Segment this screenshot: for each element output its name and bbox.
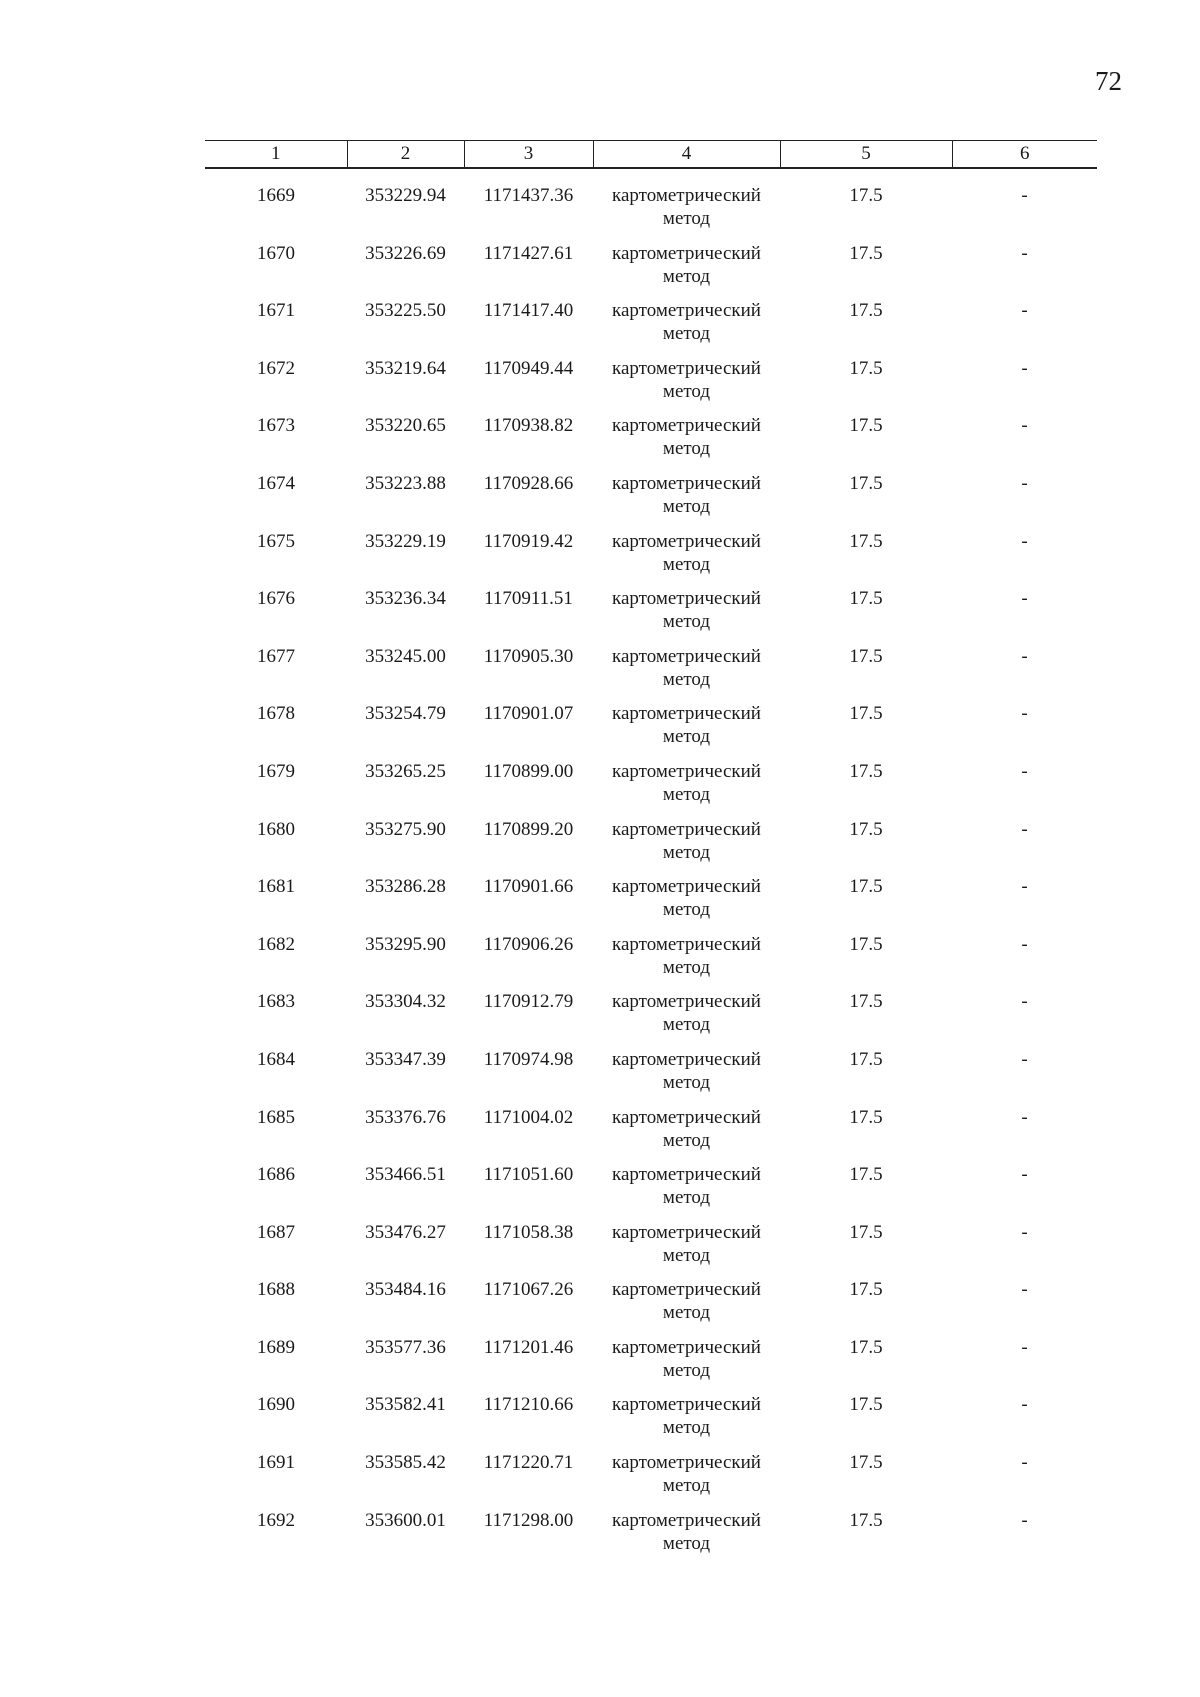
accuracy-cell: 17.5: [849, 415, 883, 437]
accuracy-cell: 17.5: [849, 1336, 883, 1358]
point-number-cell: 1682: [257, 933, 295, 955]
method-cell: [593, 587, 780, 645]
x-coordinate-cell: 353476.27: [365, 1221, 446, 1243]
y-coordinate-cell: 1171220.71: [483, 1452, 574, 1474]
accuracy-cell: 17.5: [849, 703, 883, 725]
coordinates-table: [205, 140, 1097, 1566]
table-row: [205, 472, 1097, 530]
note-cell: -: [1021, 1452, 1028, 1474]
note-cell: -: [1021, 530, 1028, 552]
point-number-cell: 1676: [257, 588, 295, 610]
method-line-2: метод: [662, 323, 711, 345]
method-cell: [593, 357, 780, 415]
method-line-2: метод: [662, 956, 711, 978]
method-line-2: метод: [662, 1302, 711, 1324]
method-line-2: метод: [662, 726, 711, 748]
method-line-1: картометрический: [612, 1279, 761, 1301]
method-line-1: картометрический: [612, 185, 761, 206]
accuracy-cell: 17.5: [849, 1394, 883, 1416]
column-header-2: 2: [347, 141, 464, 169]
table-row: [205, 990, 1097, 1048]
y-coordinate-cell: 1170974.98: [483, 1048, 574, 1070]
note-cell: -: [1021, 1509, 1028, 1531]
y-coordinate-cell: 1171067.26: [483, 1279, 574, 1301]
method-cell: [593, 1278, 780, 1336]
y-coordinate-cell: 1170938.82: [483, 415, 574, 437]
point-number-cell: 1688: [257, 1279, 295, 1301]
method-line-1: картометрический: [612, 1452, 761, 1474]
point-number-cell: 1690: [257, 1394, 295, 1416]
y-coordinate-cell: 1171298.00: [483, 1509, 574, 1531]
y-coordinate-cell: 1170928.66: [483, 472, 574, 494]
note-cell: -: [1021, 1336, 1028, 1358]
table-row: [205, 1221, 1097, 1279]
y-coordinate-cell: 1170901.07: [483, 703, 574, 725]
note-cell: -: [1021, 588, 1028, 610]
method-cell: [593, 472, 780, 530]
point-number-cell: 1687: [257, 1221, 295, 1243]
accuracy-cell: 17.5: [849, 300, 883, 322]
method-cell: [593, 1048, 780, 1106]
x-coordinate-cell: 353229.94: [365, 185, 446, 206]
note-cell: -: [1021, 876, 1028, 898]
note-cell: -: [1021, 1221, 1028, 1243]
y-coordinate-cell: 1170911.51: [484, 588, 573, 610]
table-row: [205, 645, 1097, 703]
method-line-2: метод: [662, 611, 711, 633]
note-cell: -: [1021, 991, 1028, 1013]
table-row: [205, 818, 1097, 876]
x-coordinate-cell: 353265.25: [365, 760, 446, 782]
x-coordinate-cell: 353225.50: [365, 300, 446, 322]
point-number-cell: 1691: [257, 1452, 295, 1474]
table-row: [205, 587, 1097, 645]
x-coordinate-cell: 353245.00: [365, 645, 446, 667]
point-number-cell: 1685: [257, 1106, 295, 1128]
x-coordinate-cell: 353585.42: [365, 1452, 446, 1474]
point-number-cell: 1670: [257, 242, 295, 264]
table-row: [205, 1278, 1097, 1336]
table-row: [205, 1163, 1097, 1221]
point-number-cell: 1669: [257, 185, 295, 206]
note-cell: -: [1021, 1048, 1028, 1070]
method-cell: [593, 1163, 780, 1221]
method-line-1: картометрический: [612, 472, 761, 494]
table-header: [205, 141, 1097, 169]
method-line-2: метод: [662, 783, 711, 805]
method-line-1: картометрический: [612, 242, 761, 264]
table-row: [205, 933, 1097, 991]
y-coordinate-cell: 1171058.38: [483, 1221, 574, 1243]
method-line-1: картометрический: [612, 588, 761, 610]
x-coordinate-cell: 353226.69: [365, 242, 446, 264]
table-row: [205, 1509, 1097, 1567]
note-cell: -: [1021, 357, 1028, 379]
accuracy-cell: 17.5: [849, 472, 883, 494]
accuracy-cell: 17.5: [849, 991, 883, 1013]
note-cell: -: [1021, 1394, 1028, 1416]
note-cell: -: [1021, 1279, 1028, 1301]
y-coordinate-cell: 1170905.30: [483, 645, 574, 667]
method-line-2: метод: [662, 438, 711, 460]
method-cell: [593, 645, 780, 703]
method-cell: [593, 1509, 780, 1567]
x-coordinate-cell: 353582.41: [365, 1394, 446, 1416]
x-coordinate-cell: 353220.65: [365, 415, 446, 437]
point-number-cell: 1689: [257, 1336, 295, 1358]
method-line-2: метод: [662, 841, 711, 863]
point-number-cell: 1683: [257, 991, 295, 1013]
y-coordinate-cell: 1170919.42: [483, 530, 574, 552]
x-coordinate-cell: 353466.51: [365, 1164, 446, 1186]
column-header-4: 4: [593, 141, 780, 169]
method-line-2: метод: [662, 1244, 711, 1266]
method-cell: [593, 530, 780, 588]
method-line-1: картометрический: [612, 1048, 761, 1070]
point-number-cell: 1675: [257, 530, 295, 552]
table-row: [205, 1451, 1097, 1509]
note-cell: -: [1021, 760, 1028, 782]
table-row: [205, 702, 1097, 760]
point-number-cell: 1677: [257, 645, 295, 667]
accuracy-cell: 17.5: [849, 1106, 883, 1128]
column-header-3: 3: [464, 141, 593, 169]
x-coordinate-cell: 353275.90: [365, 818, 446, 840]
method-cell: [593, 990, 780, 1048]
y-coordinate-cell: 1171427.61: [483, 242, 574, 264]
table-body: [205, 168, 1097, 1566]
table-row: [205, 168, 1097, 242]
note-cell: -: [1021, 933, 1028, 955]
method-line-1: картометрический: [612, 1106, 761, 1128]
x-coordinate-cell: 353229.19: [365, 530, 446, 552]
point-number-cell: 1671: [257, 300, 295, 322]
y-coordinate-cell: 1171210.66: [483, 1394, 574, 1416]
accuracy-cell: 17.5: [849, 1164, 883, 1186]
method-line-2: метод: [662, 380, 711, 402]
x-coordinate-cell: 353577.36: [365, 1336, 446, 1358]
accuracy-cell: 17.5: [849, 588, 883, 610]
y-coordinate-cell: 1171417.40: [483, 300, 574, 322]
note-cell: -: [1021, 818, 1028, 840]
y-coordinate-cell: 1170949.44: [483, 357, 574, 379]
accuracy-cell: 17.5: [849, 760, 883, 782]
column-header-6: 6: [952, 141, 1097, 169]
x-coordinate-cell: 353484.16: [365, 1279, 446, 1301]
method-line-1: картометрический: [612, 991, 761, 1013]
accuracy-cell: 17.5: [849, 1221, 883, 1243]
accuracy-cell: 17.5: [849, 645, 883, 667]
method-line-1: картометрический: [612, 818, 761, 840]
method-line-2: метод: [662, 1532, 711, 1554]
method-line-2: метод: [662, 1129, 711, 1151]
note-cell: -: [1021, 415, 1028, 437]
accuracy-cell: 17.5: [849, 185, 883, 206]
method-line-2: метод: [662, 1417, 711, 1439]
note-cell: -: [1021, 242, 1028, 264]
method-line-1: картометрический: [612, 300, 761, 322]
method-line-2: метод: [662, 899, 711, 921]
note-cell: -: [1021, 1164, 1028, 1186]
method-cell: [593, 1106, 780, 1164]
header-row: [205, 141, 1097, 169]
method-cell: [593, 414, 780, 472]
note-cell: -: [1021, 1106, 1028, 1128]
method-cell: [593, 760, 780, 818]
x-coordinate-cell: 353219.64: [365, 357, 446, 379]
method-line-1: картометрический: [612, 703, 761, 725]
method-cell: [593, 1451, 780, 1509]
page-number: 72: [1095, 66, 1122, 96]
method-cell: [593, 242, 780, 300]
accuracy-cell: 17.5: [849, 876, 883, 898]
method-line-1: картометрический: [612, 760, 761, 782]
method-line-2: метод: [662, 668, 711, 690]
method-line-1: картометрический: [612, 530, 761, 552]
method-line-2: метод: [662, 553, 711, 575]
x-coordinate-cell: 353600.01: [365, 1509, 446, 1531]
method-cell: [593, 168, 780, 242]
table-row: [205, 299, 1097, 357]
method-line-2: метод: [662, 1475, 711, 1497]
point-number-cell: 1686: [257, 1164, 295, 1186]
method-line-1: картометрический: [612, 933, 761, 955]
accuracy-cell: 17.5: [849, 357, 883, 379]
method-line-1: картометрический: [612, 415, 761, 437]
y-coordinate-cell: 1170912.79: [483, 991, 574, 1013]
method-line-2: метод: [662, 1359, 711, 1381]
method-line-2: метод: [662, 495, 711, 517]
point-number-cell: 1674: [257, 472, 295, 494]
x-coordinate-cell: 353223.88: [365, 472, 446, 494]
method-line-1: картометрический: [612, 1164, 761, 1186]
point-number-cell: 1681: [257, 876, 295, 898]
x-coordinate-cell: 353236.34: [365, 588, 446, 610]
method-cell: [593, 1221, 780, 1279]
y-coordinate-cell: 1170899.00: [483, 760, 574, 782]
table-row: [205, 242, 1097, 300]
accuracy-cell: 17.5: [849, 530, 883, 552]
y-coordinate-cell: 1170899.20: [483, 818, 574, 840]
accuracy-cell: 17.5: [849, 933, 883, 955]
method-cell: [593, 933, 780, 991]
table-row: [205, 1106, 1097, 1164]
note-cell: -: [1021, 185, 1028, 206]
x-coordinate-cell: 353295.90: [365, 933, 446, 955]
point-number-cell: 1684: [257, 1048, 295, 1070]
point-number-cell: 1678: [257, 703, 295, 725]
x-coordinate-cell: 353254.79: [365, 703, 446, 725]
point-number-cell: 1672: [257, 357, 295, 379]
method-line-1: картометрический: [612, 876, 761, 898]
point-number-cell: 1692: [257, 1509, 295, 1531]
method-cell: [593, 818, 780, 876]
accuracy-cell: 17.5: [849, 1048, 883, 1070]
point-number-cell: 1673: [257, 415, 295, 437]
accuracy-cell: 17.5: [849, 818, 883, 840]
table-row: [205, 530, 1097, 588]
x-coordinate-cell: 353286.28: [365, 876, 446, 898]
table-row: [205, 1393, 1097, 1451]
method-cell: [593, 1393, 780, 1451]
note-cell: -: [1021, 703, 1028, 725]
table-row: [205, 357, 1097, 415]
method-cell: [593, 299, 780, 357]
point-number-cell: 1680: [257, 818, 295, 840]
y-coordinate-cell: 1170906.26: [483, 933, 574, 955]
method-line-2: метод: [662, 208, 711, 229]
table-row: [205, 875, 1097, 933]
method-cell: [593, 1336, 780, 1394]
method-line-2: метод: [662, 265, 711, 287]
method-line-1: картометрический: [612, 357, 761, 379]
y-coordinate-cell: 1171051.60: [483, 1164, 574, 1186]
method-cell: [593, 702, 780, 760]
method-line-1: картометрический: [612, 1221, 761, 1243]
x-coordinate-cell: 353376.76: [365, 1106, 446, 1128]
method-line-1: картометрический: [612, 1336, 761, 1358]
accuracy-cell: 17.5: [849, 1452, 883, 1474]
method-line-1: картометрический: [612, 645, 761, 667]
method-line-2: метод: [662, 1014, 711, 1036]
table-row: [205, 760, 1097, 818]
column-header-1: 1: [205, 141, 347, 169]
note-cell: -: [1021, 645, 1028, 667]
accuracy-cell: 17.5: [849, 1279, 883, 1301]
x-coordinate-cell: 353304.32: [365, 991, 446, 1013]
method-line-1: картометрический: [612, 1394, 761, 1416]
method-cell: [593, 875, 780, 933]
table-row: [205, 1048, 1097, 1106]
accuracy-cell: 17.5: [849, 242, 883, 264]
method-line-2: метод: [662, 1187, 711, 1209]
method-line-1: картометрический: [612, 1509, 761, 1531]
table-row: [205, 1336, 1097, 1394]
y-coordinate-cell: 1171201.46: [483, 1336, 574, 1358]
method-line-2: метод: [662, 1071, 711, 1093]
point-number-cell: 1679: [257, 760, 295, 782]
table-row: [205, 414, 1097, 472]
y-coordinate-cell: 1171437.36: [483, 185, 574, 206]
y-coordinate-cell: 1170901.66: [483, 876, 574, 898]
accuracy-cell: 17.5: [849, 1509, 883, 1531]
column-header-5: 5: [780, 141, 952, 169]
x-coordinate-cell: 353347.39: [365, 1048, 446, 1070]
note-cell: -: [1021, 300, 1028, 322]
note-cell: -: [1021, 472, 1028, 494]
y-coordinate-cell: 1171004.02: [483, 1106, 574, 1128]
